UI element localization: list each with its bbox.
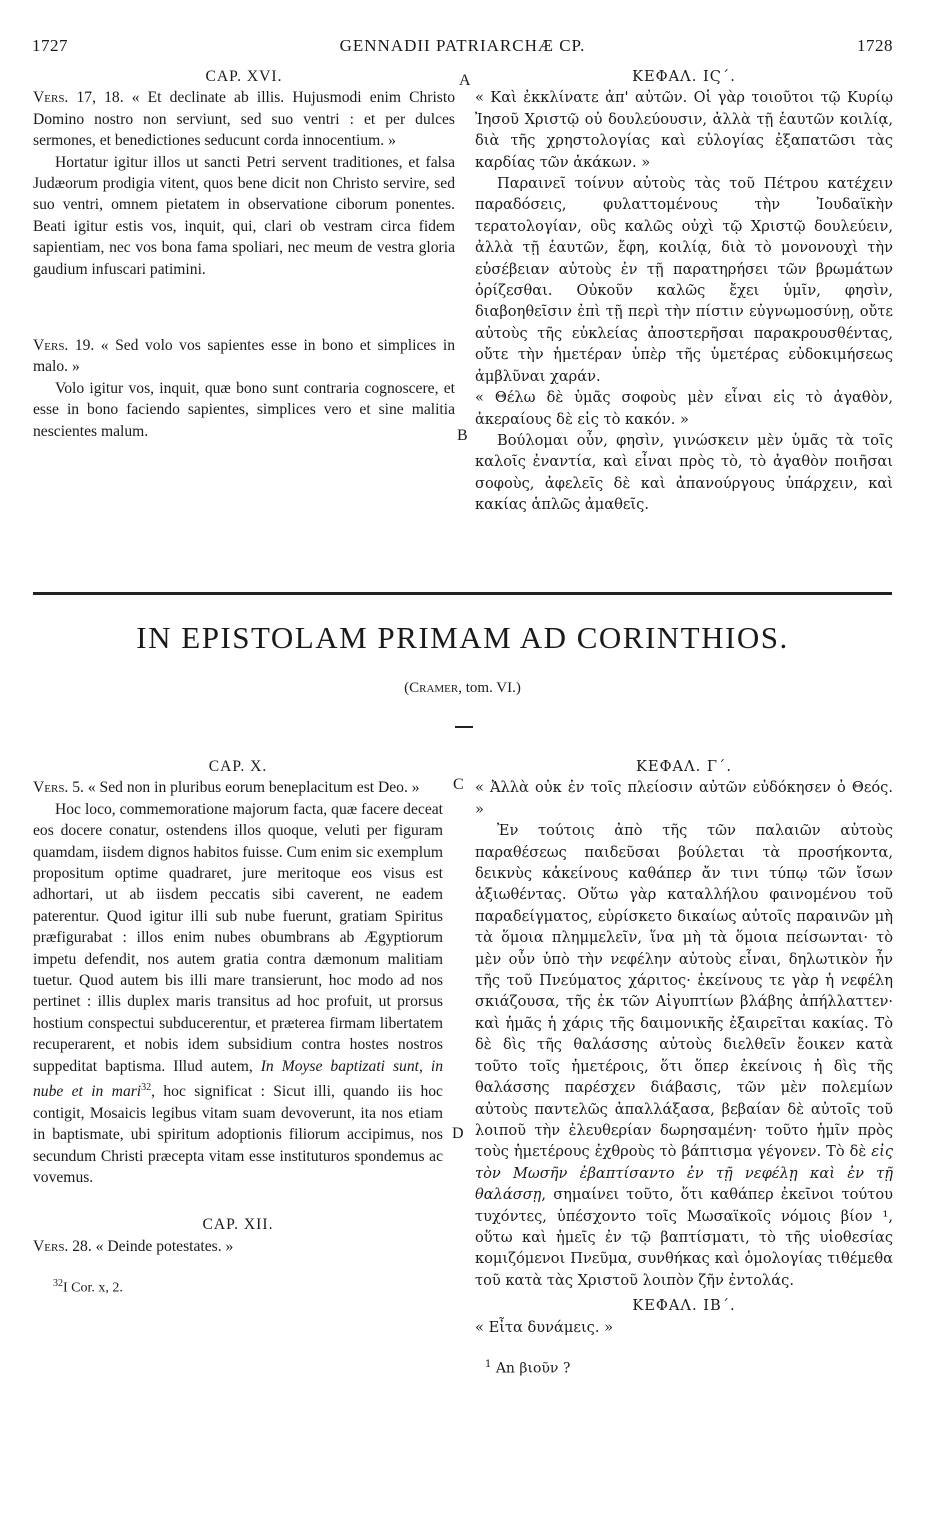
verse-body: 28. « Deinde potestates. » (68, 1237, 234, 1255)
subtitle-open: ( (404, 680, 410, 696)
greek-column-1 (475, 66, 893, 516)
commentary-paragraph: Βούλομαι οὖν, φησὶν, γινώσκειν μὲν ὑμᾶς τὰ τοῖς καλοῖς ἐναντία, καὶ εἶναι πρὸς τὸ, τὸ ἀγαθὸν ποιῆσαι σοφοὺς, ἀφελεῖς δὲ καὶ ἀπανούργους ὑπάρχειν, καὶ κακίας ἁπλῶς ἀμαθεῖς. (475, 431, 893, 514)
chapter-heading: CAP. X. (208, 758, 268, 775)
subtitle-name: Cramer (409, 680, 459, 696)
commentary-paragraph (475, 820, 893, 1291)
verse-text (33, 777, 443, 798)
footnote-text: An βιοῦν ? (491, 1360, 571, 1377)
commentary-part: , σημαίνει τοῦτο, ὅτι καθάπερ ἐκεῖνοι τούτου τυχόντες, ὑπέσχοντο τοῖς Μωσαϊκοῖς νόμοις βίον ¹, οὕτω καὶ ἡμεῖς ἐν τῷ βαπτίσματι, τὸ τῆς υἱοθεσίας κομιζόμενοι Πνεῦμα, συνθήκας καὶ ὁμολογίας τιθέμεθα τοῦ κατὰ τὰς Χριστοῦ λοιπὸν ζῆν ἐντολάς. (475, 1186, 893, 1289)
verse-label: Vers. (33, 89, 69, 107)
margin-marker-c: C (453, 776, 464, 793)
verse-body: 17, 18. « Et declinate ab illis. Hujusmodi enim Christo Domino nostro non serviunt, sed suo ventri : et per dulces sermones, et benedictiones seducunt corda innocentium. » (33, 89, 455, 150)
commentary-part: Ἐν τούτοις ἀπὸ τῆς τῶν παλαιῶν αὐτοὺς παραθέσεως παιδεῦσαι βούλεται τὰ προσήκοντα, δεικνὺς κἀκείνους καθάπερ ἄν τινι τύπῳ τῶν ἴσων ἀξιωθέντας. Οὕτω γὰρ καταλλήλου φαινομένου τοῦ παραδείγματος, εὑρίσκετο δικαίως αὐτοῖς παραινῶν μὴ τὰ ὅμοια πλημμελεῖν, ἵνα μὴ τὰ ὅμοια πείσωνται· τὸ μὲν οὖν ὑπὸ τὴν νεφέλην αὐτοὺς εἶναι, δηλωτικὸν ἦν τῆς τοῦ Πνεύματος χάριτος· ἐκείνους τε γὰρ ἡ νεφέλη σκιάζουσα, τῆς ἐκ τῶν Αἰγυπτίων βλάβης ἀπήλλαττεν· καὶ ἡμᾶς ἡ χάρις τῆς δαιμονικῆς ἐξαιρεῖται κακίας. Τὸ δὲ δὶς τῆς θαλάσσης αὐτοὺς διελθεῖν ἔοικεν κατὰ τοῦτο τοῖς ἡμετέροις, ὅτι ὅπερ ἐκείνοις ἡ δὶς τῆς θαλάσσης παρέσχεν διάβασις, τῶν μὲν πολεμίων αὐτοὺς παντελῶς ἀπαλλάξασα, βεβαίαν δὲ αὐτοῖς τοῦ λοιποῦ τὴν ἐλευθερίαν δωρησαμένη· τοῦτο ἡμῖν πρὸς τοὺς ἡμετέρους ἐχθροὺς τὸ βάπτισμα γέγονεν. Τὸ δὲ (475, 822, 893, 1161)
latin-column-1 (33, 66, 455, 442)
chapter-heading: ΚΕΦΑΛ. ΙϚ΄. (632, 68, 736, 85)
commentary-paragraph: Volo igitur vos, inquit, quæ bono sunt contraria cognoscere, et esse in bono faciendo sapientes, simplices vero et sine malitia nescientes malum. (33, 379, 455, 440)
chapter-heading: CAP. XVI. (205, 68, 283, 85)
latin-column-2 (33, 756, 443, 1299)
subtitle (0, 680, 925, 697)
chapter-heading: ΚΕΦΑΛ. Γ΄. (636, 758, 732, 775)
margin-marker-b: B (457, 427, 468, 444)
footnote-number: 1 (485, 1358, 492, 1370)
footnote (33, 1273, 443, 1299)
footnote-ref: 32 (141, 1082, 152, 1094)
commentary-part: Hoc loco, commemoratione majorum facta, quæ facere deceat eos docere conatur, ostendens illos quoque, veluti per figuram quamdam, iisdem dignos habitos fuisse. Cum enim sic exemplum propositum optime quadraret, jure meritoque eos visus est adhortari, ut ab iisdem peccatis sibi caverent, ne eadem paterentur. Quod igitur illi sub nube fuerunt, gratiam Spiritus præfigurabat : illos enim nubes obumbrans ab Ægyptiorum impetu defendit, nos autem gratia contra dæmonum malitiam tuetur. Quod autem bis illi mare transierunt, hoc modo ad nos pertinet : illis duplex maris transitus ad hoc profuit, ut prorsus hostium conspectui subducerentur, et præterea firmam libertatem recuperarent, et nobis idem subsidium contra hostes nostros suppeditat baptisma. Illud autem, (33, 800, 443, 1075)
commentary-part: , hoc significat : Sicut illi, quando iis hoc contigit, Mosaicis legibus vitam suam devoverunt, ita nos etiam in baptismate, ubi spiritum adoptionis filiorum accipimus, nos secundum Christi præcepta vitam esse instituturos spondemus ac vovemus. (33, 1083, 443, 1186)
verse-text: « Ἀλλὰ οὐκ ἐν τοῖς πλείοσιν αὐτῶν εὐδόκησεν ὁ Θεός. » (475, 779, 893, 818)
footnote-text: I Cor. x, 2. (63, 1280, 123, 1296)
left-page-number: 1727 (32, 36, 68, 55)
main-title: IN EPISTOLAM PRIMAM AD CORINTHIOS. (136, 620, 789, 655)
verse-text (33, 87, 455, 151)
commentary-paragraph: Hortatur igitur illos ut sancti Petri servent traditiones, et falsa Judæorum prodigia vitent, quos bene dicit non Christo servire, sed suo ventri, omnem pietatem in observatione ciborum ponentes. Beati igitur estis vos, inquit, qui, clari ob vestram circa fidem sapientiam, nec vos bona fama spoliari, nec meum de vestra gloria gaudium infuscari patimini. (33, 153, 455, 278)
margin-marker-a: A (459, 72, 471, 89)
verse-body: 19. « Sed volo vos sapientes esse in bono et simplices in malo. » (33, 337, 455, 376)
verse-text: « Καὶ ἐκκλίνατε ἀπ' αὐτῶν. Οἱ γὰρ τοιοῦτοι τῷ Κυρίῳ Ἰησοῦ Χριστῷ οὐ δουλεύουσιν, ἀλλὰ τῇ ἑαυτῶν κοιλίᾳ, διὰ τῆς χρηστολογίας καὶ εὐλογίας ἐξαπατῶσι τὰς καρδίας τῶν ἀκάκων. » (475, 89, 893, 171)
verse-label: Vers. (33, 337, 69, 355)
verse-text: « Θέλω δὲ ὑμᾶς σοφοὺς μὲν εἶναι εἰς τὸ ἀγαθὸν, ἀκεραίους δὲ εἰς τὸ κακόν. » (475, 389, 893, 428)
greek-column-2 (475, 756, 893, 1380)
running-header (32, 36, 893, 60)
verse-label: Vers. (33, 1237, 69, 1255)
verse-body: 5. « Sed non in pluribus eorum beneplacitum est Deo. » (68, 779, 420, 797)
footnote-number: 32 (53, 1278, 63, 1290)
short-divider (455, 726, 473, 728)
chapter-heading: CAP. XII. (202, 1216, 274, 1234)
commentary-paragraph (33, 799, 443, 1189)
scripture-quote: εἰς τὸν Μωσῆν ἐβαπτίσαντο ἐν τῇ νεφέλῃ καὶ ἐν τῇ θαλάσσῃ (475, 1143, 893, 1204)
right-page-number: 1728 (857, 36, 893, 55)
margin-marker-d: D (452, 1125, 464, 1142)
verse-label: Vers. (33, 779, 69, 797)
subtitle-rest: , tom. VI.) (458, 680, 521, 696)
chapter-heading: ΚΕΦΑΛ. ΙΒ΄. (632, 1297, 736, 1315)
verse-text: « Εἶτα δυνάμεις. » (475, 1318, 614, 1336)
commentary-paragraph: Παραινεῖ τοίνυν αὐτοὺς τὰς τοῦ Πέτρου κατέχειν παραδόσεις, φυλαττομένους τὴν Ἰουδαϊκὴν τερατολογίαν, οὓς καλῶς οὐχὶ τῷ Χριστῷ δουλεύειν, ἀλλὰ τῇ ἑαυτῶν, ἔφη, κοιλίᾳ, διὰ τὸ μονονουχὶ τὴν εὐσέβειαν αὐτοὺς ἐν τῇ παρατηρήσει τῶν βρωμάτων ὁρίζεσθαι. Οὐκοῦν καλῶς ἔχει ὑμῖν, φησὶν, διαβοηθεῖσιν ἐπὶ τῇ περὶ τὴν πίστιν εὐγνωμοσύνῃ, οὔτε αὐτοὺς τῆς εὐκλείας ἀποστερῆσαι παρακρουσθέντας, οὔτε τὴν ἡμετέραν ὑπὲρ τῆς ὑμετέρας εὐδοκιμήσεως ἀμβλῦναι χαράν. (475, 175, 893, 385)
scripture-quote: In Moyse baptizati sunt, in nube et in mari (33, 1057, 444, 1101)
running-title: GENNADII PATRIARCHÆ CP. (339, 36, 586, 55)
verse-text (33, 1236, 443, 1257)
verse-text (33, 335, 455, 378)
footnote (475, 1354, 893, 1380)
section-divider (33, 592, 892, 595)
